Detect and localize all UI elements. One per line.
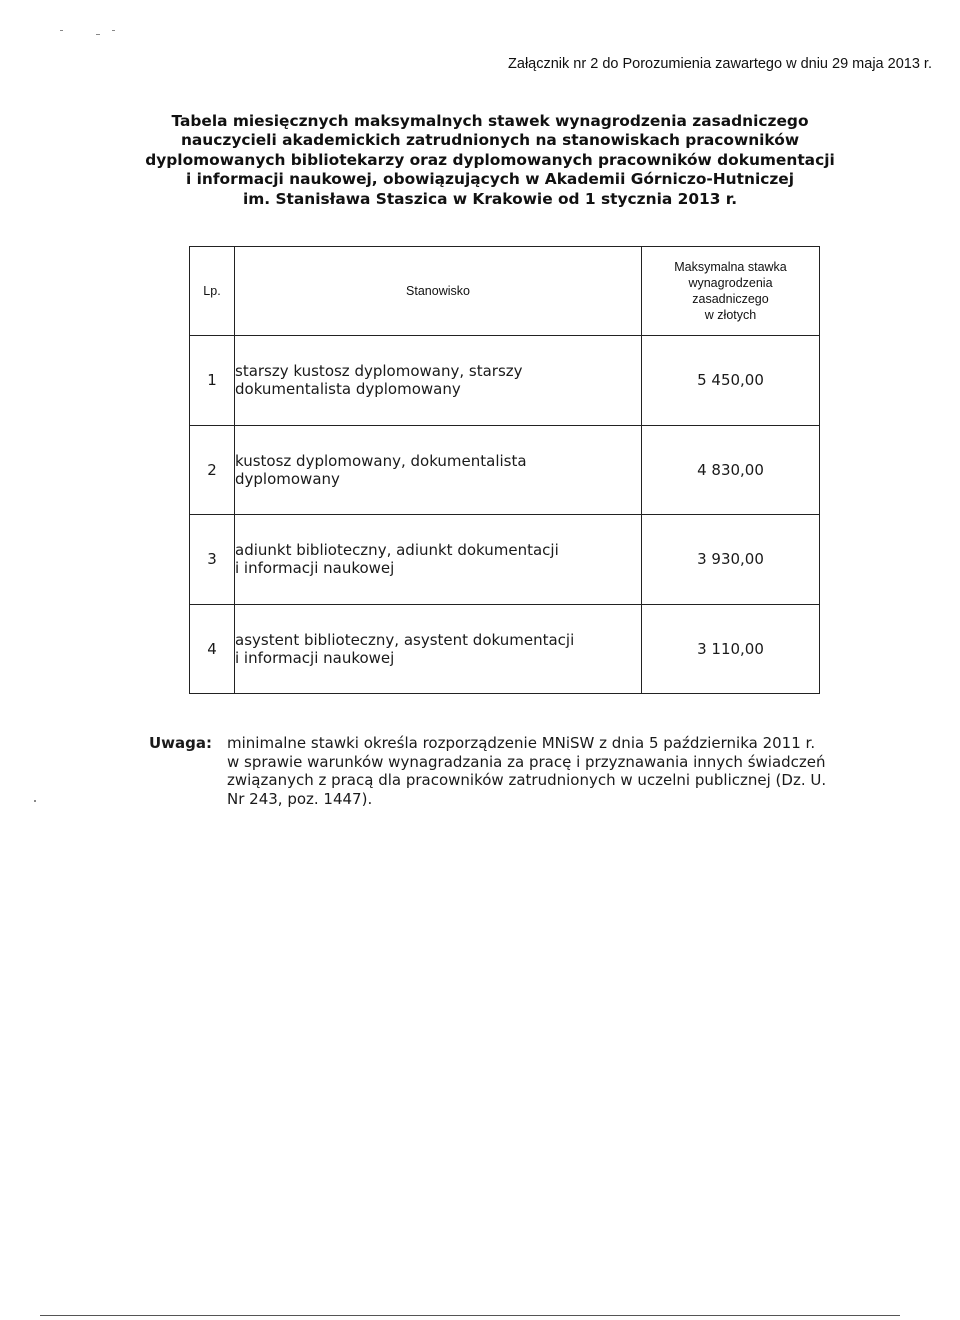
header-rate-line: zasadniczego: [692, 292, 769, 306]
note-line: w sprawie warunków wynagradzania za pracę i przyznawania innych świadczeń: [227, 752, 826, 771]
position-line: asystent biblioteczny, asystent dokumentacji: [235, 630, 575, 649]
table-row: [190, 515, 820, 605]
scan-speck: [96, 34, 100, 35]
table-row: [190, 336, 820, 426]
row-number: 1: [190, 336, 235, 426]
row-rate: 4 830,00: [642, 425, 820, 515]
row-position: [235, 425, 642, 515]
row-number: 2: [190, 425, 235, 515]
row-position: [235, 604, 642, 694]
position-line: i informacji naukowej: [235, 648, 395, 667]
scan-speck: [34, 800, 36, 802]
position-line: dyplomowany: [235, 469, 340, 488]
document-title: [120, 112, 860, 209]
row-position: [235, 336, 642, 426]
row-rate: 3 930,00: [642, 515, 820, 605]
position-line: adiunkt biblioteczny, adiunkt dokumentacji: [235, 541, 559, 560]
header-rate-line: Maksymalna stawka: [674, 260, 787, 274]
title-line: im. Stanisława Staszica w Krakowie od 1 stycznia 2013 r.: [242, 189, 738, 208]
note-label: Uwaga:: [149, 734, 213, 752]
salary-table: [189, 246, 820, 694]
note-block: [149, 734, 889, 808]
header-rate-line: wynagrodzenia: [688, 276, 773, 290]
note-line: Nr 243, poz. 1447).: [227, 789, 373, 808]
row-rate: 3 110,00: [642, 604, 820, 694]
header-rate-line: w złotych: [704, 308, 757, 322]
title-line: dyplomowanych bibliotekarzy oraz dyplomowanych pracowników dokumentacji: [145, 150, 835, 169]
scan-speck: [112, 30, 115, 31]
table-row: [190, 604, 820, 694]
row-rate: 5 450,00: [642, 336, 820, 426]
row-number: 3: [190, 515, 235, 605]
header-lp: Lp.: [190, 247, 235, 336]
header-rate: [642, 247, 820, 336]
note-line: związanych z pracą dla pracowników zatrudnionych w uczelni publicznej (Dz. U.: [227, 771, 827, 789]
position-line: starszy kustosz dyplomowany, starszy: [235, 362, 523, 381]
table-header-row: [190, 247, 820, 336]
note-text: [227, 734, 889, 808]
position-line: i informacji naukowej: [235, 559, 395, 578]
title-line: Tabela miesięcznych maksymalnych stawek wynagrodzenia zasadniczego: [171, 112, 809, 130]
scan-speck: [60, 30, 63, 31]
row-position: [235, 515, 642, 605]
position-line: kustosz dyplomowany, dokumentalista: [235, 451, 527, 470]
attachment-note: Załącznik nr 2 do Porozumienia zawartego w dniu 29 maja 2013 r.: [508, 56, 932, 72]
table-row: [190, 425, 820, 515]
position-line: dokumentalista dyplomowany: [235, 380, 461, 399]
title-line: i informacji naukowej, obowiązujących w Akademii Górniczo-Hutniczej: [185, 170, 795, 189]
header-position: Stanowisko: [235, 247, 642, 336]
row-number: 4: [190, 604, 235, 694]
title-line: nauczycieli akademickich zatrudnionych na stanowiskach pracowników: [180, 131, 800, 150]
scan-edge-line: [40, 1315, 900, 1316]
note-line: minimalne stawki określa rozporządzenie MNiSW z dnia 5 października 2011 r.: [227, 734, 816, 752]
